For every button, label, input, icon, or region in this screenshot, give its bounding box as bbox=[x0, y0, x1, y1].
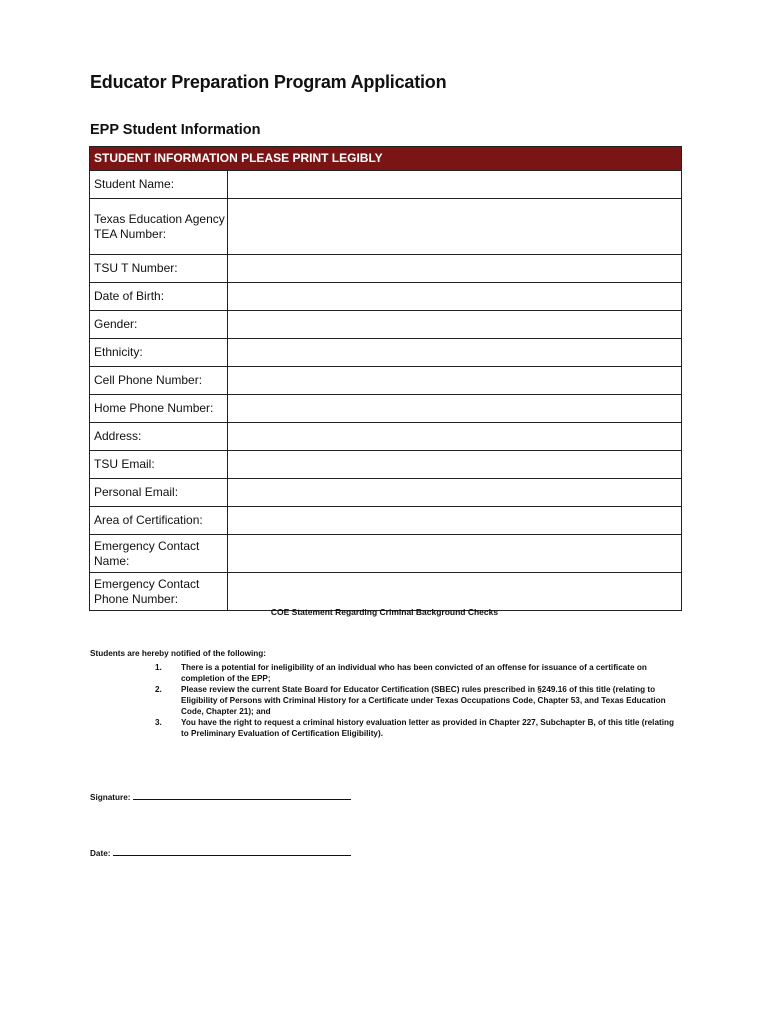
form-row-input[interactable] bbox=[228, 171, 681, 198]
signature-line[interactable] bbox=[90, 791, 351, 802]
notice-item bbox=[155, 662, 680, 684]
form-row-input[interactable] bbox=[228, 479, 681, 506]
form-row-input[interactable] bbox=[228, 339, 681, 366]
date-line[interactable] bbox=[90, 847, 351, 858]
form-row-label: Emergency Contact Phone Number: bbox=[90, 573, 228, 610]
form-row-input[interactable] bbox=[228, 255, 681, 282]
form-row-input[interactable] bbox=[228, 451, 681, 478]
signature-label: Signature: bbox=[90, 793, 131, 802]
coe-caption: COE Statement Regarding Criminal Background Checks bbox=[270, 607, 499, 617]
form-row bbox=[90, 311, 681, 339]
form-row bbox=[90, 395, 681, 423]
form-row-label: Cell Phone Number: bbox=[90, 367, 228, 394]
form-row-label: Personal Email: bbox=[90, 479, 228, 506]
form-row-input[interactable] bbox=[228, 283, 681, 310]
section-title: EPP Student Information bbox=[90, 122, 261, 138]
date-field[interactable] bbox=[113, 847, 351, 856]
form-row-label: Address: bbox=[90, 423, 228, 450]
form-row-label: Emergency Contact Name: bbox=[90, 535, 228, 572]
notice-list bbox=[155, 662, 680, 739]
form-row-label: Area of Certification: bbox=[90, 507, 228, 534]
notice-item bbox=[155, 684, 680, 717]
notice-item-number: 1. bbox=[155, 663, 162, 672]
date-label: Date: bbox=[90, 849, 111, 858]
form-row bbox=[90, 171, 681, 199]
notice-item-number: 2. bbox=[155, 685, 162, 694]
form-row bbox=[90, 507, 681, 535]
form-row-label: Ethnicity: bbox=[90, 339, 228, 366]
form-row-input[interactable] bbox=[228, 395, 681, 422]
form-row-label: Texas Education Agency TEA Number: bbox=[90, 199, 228, 254]
form-row bbox=[90, 255, 681, 283]
form-row-input[interactable] bbox=[228, 573, 681, 610]
form-row bbox=[90, 573, 681, 610]
notice-item-number: 3. bbox=[155, 718, 162, 727]
form-row-input[interactable] bbox=[228, 199, 681, 254]
form-row-label: Student Name: bbox=[90, 171, 228, 198]
form-row-label: TSU T Number: bbox=[90, 255, 228, 282]
form-row bbox=[90, 451, 681, 479]
form-row bbox=[90, 479, 681, 507]
page-title: Educator Preparation Program Application bbox=[90, 72, 447, 92]
form-row-label: Home Phone Number: bbox=[90, 395, 228, 422]
notice-item bbox=[155, 717, 680, 739]
form-row-input[interactable] bbox=[228, 423, 681, 450]
form-row-label: Gender: bbox=[90, 311, 228, 338]
form-row-input[interactable] bbox=[228, 367, 681, 394]
form-row bbox=[90, 423, 681, 451]
notice-item-text: You have the right to request a criminal history evaluation letter as provided in Chapter 227, Subchapter B, of this title (relating to Preliminary Evaluation of Certification Eligibility). bbox=[181, 718, 675, 738]
form-row bbox=[90, 339, 681, 367]
form-row-label: TSU Email: bbox=[90, 451, 228, 478]
notice-intro: Students are hereby notified of the following: bbox=[90, 649, 267, 658]
form-row-input[interactable] bbox=[228, 535, 681, 572]
form-row bbox=[90, 283, 681, 311]
form-row-input[interactable] bbox=[228, 507, 681, 534]
signature-field[interactable] bbox=[133, 791, 351, 800]
notice-item-text: Please review the current State Board for Educator Certification (SBEC) rules prescribed in §249.16 of this title (relating to Eligibility of Persons with Criminal History for a Certificate under Texas Occupations Code, Chapter 53, and Texas Education Code, Chapter 21); and bbox=[181, 685, 666, 716]
form-row-input[interactable] bbox=[228, 311, 681, 338]
form-row-label: Date of Birth: bbox=[90, 283, 228, 310]
form-row bbox=[90, 367, 681, 395]
form-header: STUDENT INFORMATION PLEASE PRINT LEGIBLY bbox=[90, 147, 681, 171]
form-row bbox=[90, 535, 681, 573]
form-row bbox=[90, 199, 681, 255]
student-information-form bbox=[89, 146, 682, 611]
notice-item-text: There is a potential for ineligibility of an individual who has been convicted of an offense for issuance of a certificate on completion of the EPP; bbox=[181, 663, 647, 683]
form-rows bbox=[90, 171, 681, 610]
